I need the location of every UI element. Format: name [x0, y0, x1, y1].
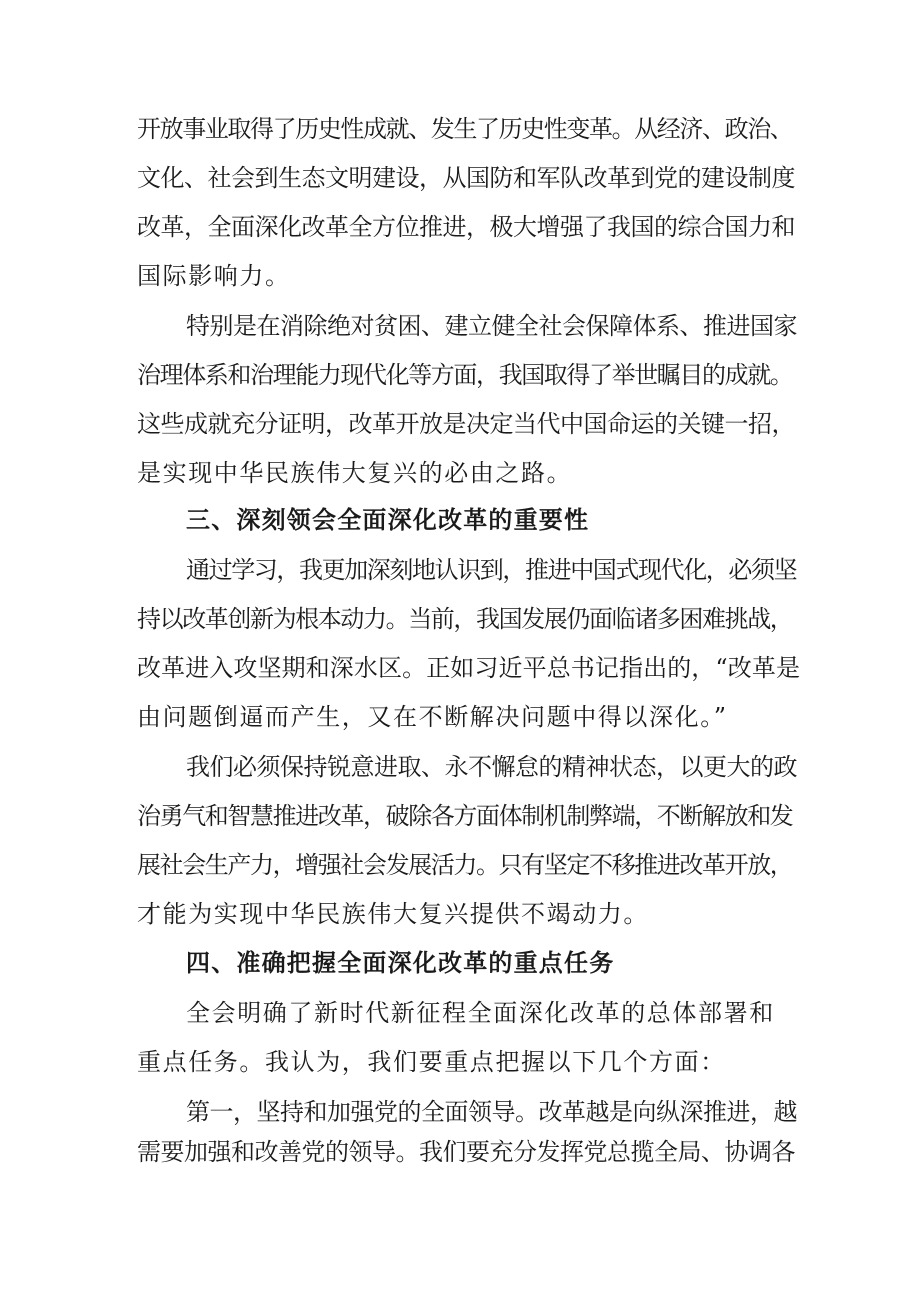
paragraph-line: 重点任务。我认为，我们要重点把握以下几个方面： — [137, 1048, 726, 1076]
paragraph-line: 文化、社会到生态文明建设，从国防和军队改革到党的建设制度 — [137, 164, 795, 192]
paragraph-line: 是实现中华民族伟大复兴的必由之路。 — [137, 459, 573, 487]
paragraph-line: 我们必须保持锐意进取、永不懈怠的精神状态，以更大的政 — [186, 753, 797, 781]
paragraph-line: 开放事业取得了历史性成就、发生了历史性变革。从经济、政治、 — [137, 115, 793, 143]
paragraph-line: 由问题倒逼而产生，又在不断解决问题中得以深化。” — [137, 703, 728, 731]
paragraph-line: 改革，全面深化改革全方位推进，极大增强了我国的综合国力和 — [137, 213, 795, 241]
paragraph-line: 通过学习，我更加深刻地认识到，推进中国式现代化，必须坚 — [186, 556, 797, 584]
paragraph-line: 持以改革创新为根本动力。当前，我国发展仍面临诸多困难挑战， — [137, 605, 793, 633]
paragraph-line: 需要加强和改善党的领导。我们要充分发挥党总揽全局、协调各 — [137, 1138, 795, 1166]
paragraph-line: 治理体系和治理能力现代化等方面，我国取得了举世瞩目的成就。 — [137, 361, 793, 389]
paragraph-line: 全会明确了新时代新征程全面深化改革的总体部署和 — [186, 999, 775, 1027]
section-heading-3: 三、深刻领会全面深化改革的重要性 — [186, 506, 590, 534]
paragraph-line: 这些成就充分证明，改革开放是决定当代中国命运的关键一招， — [137, 410, 795, 438]
paragraph-line: 才能为实现中华民族伟大复兴提供不竭动力。 — [137, 900, 649, 928]
paragraph-line: 展社会生产力，增强社会发展活力。只有坚定不移推进改革开放， — [137, 851, 793, 879]
paragraph-line: 特别是在消除绝对贫困、建立健全社会保障体系、推进国家 — [186, 312, 797, 340]
paragraph-line: 第一，坚持和加强党的全面领导。改革越是向纵深推进，越 — [186, 1098, 797, 1126]
section-heading-4: 四、准确把握全面深化改革的重点任务 — [186, 949, 615, 977]
paragraph-line: 国际影响力。 — [137, 262, 291, 290]
paragraph-line: 治勇气和智慧推进改革，破除各方面体制机制弊端，不断解放和发 — [137, 802, 793, 830]
paragraph-line: 改革进入攻坚期和深水区。正如习近平总书记指出的，“改革是 — [137, 654, 801, 682]
